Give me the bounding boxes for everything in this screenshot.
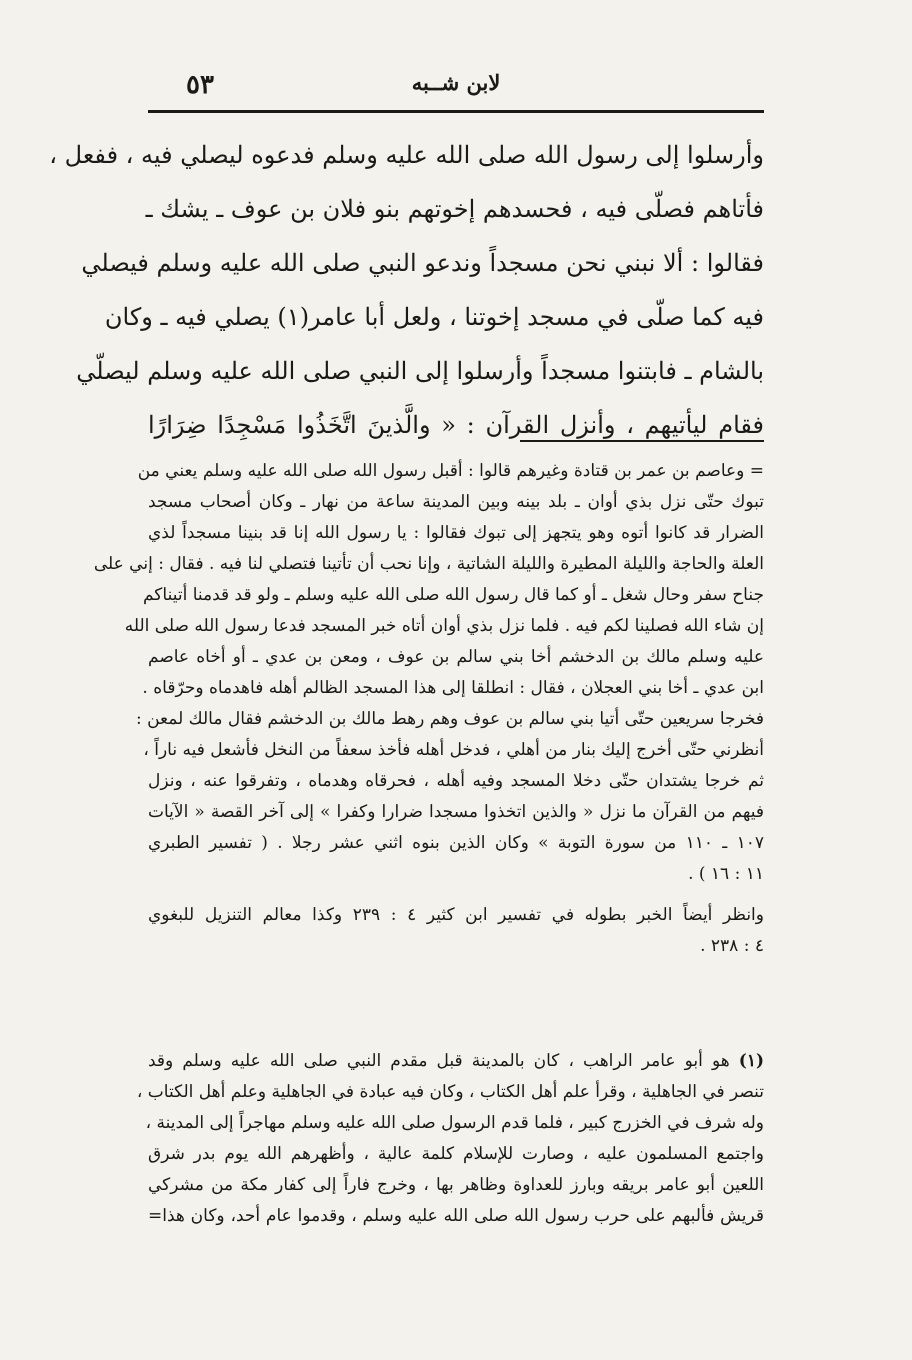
note-line: فخرجا سريعين حتّى أتيا بني سالم بن عوف وهم رهط مالك بن الدخشم فقال مالك لمعن : [135,709,764,729]
note-line: جناح سفر وحال شغل ـ أو كما قال رسول الله صلى الله عليه وسلم ـ ولو قد قدمنا أتيناكم [142,585,764,605]
footnote-line: اللعين أبو عامر بريقه وبارز للعداوة وظاهر بها ، وخرج فاراً إلى كفار مكة من مشركي [148,1175,764,1195]
footnote-text: هو أبو عامر الراهب ، كان بالمدينة قبل مقدم النبي صلى الله عليه وسلم وقد [148,1051,730,1071]
footnote-separator [520,440,764,442]
footnote-line: تنصر في الجاهلية ، وقرأ علم أهل الكتاب ، وكان فيه عبادة في الجاهلية وعلم أهل الكتاب ، [136,1082,764,1102]
main-text-line: فقام ليأتيهم ، وأنزل القرآن : « والَّذينَ اتَّخَذُوا مَسْجِدًا ضِرَارًا [148,411,764,439]
paragraph-gap [148,890,764,900]
footnotes [136,1046,764,1232]
header-title: لابن شــبه [411,70,501,95]
main-text-line: بالشام ـ فابتنوا مسجداً وأرسلوا إلى النبي صلى الله عليه وسلم ليصلّي [76,357,764,385]
note-line: تبوك حتّى نزل بذي أوان ـ بلد بينه وبين المدينة ساعة من نهار ـ وكان أصحاب مسجد [148,492,764,512]
note-line: ابن عدي ـ أخا بني العجلان ، فقال : انطلقا إلى هذا المسجد الظالم أهله فاهدماه وحرّقاه . [142,678,764,698]
note-line: إن شاء الله فصلينا لكم فيه . فلما نزل بذي أوان أتاه خبر المسجد فدعا رسول الله صلى الله [124,616,764,636]
main-text-line: فأتاهم فصلّى فيه ، فحسدهم إخوتهم بنو فلان بن عوف ـ يشك ـ [145,195,764,223]
note-line: ١٠٧ ـ ١١٠ من سورة التوبة » وكان الذين بنوه اثني عشر رجلا . ( تفسير الطبري [148,833,764,853]
footnote-line: واجتمع المسلمون عليه ، وصارت للإسلام كلمة عالية ، وأظهرهم الله يوم بدر شرق [148,1144,764,1164]
running-header [150,70,762,106]
main-text-line: وأرسلوا إلى رسول الله صلى الله عليه وسلم فدعوه ليصلي فيه ، ففعل ، [49,141,764,169]
note-line: = وعاصم بن عمر بن قتادة وغيرهم قالوا : أقبل رسول الله صلى الله عليه وسلم يعني من [137,461,764,481]
main-text-line: فيه كما صلّى في مسجد إخوتنا ، ولعل أبا عامر(١) يصلي فيه ـ وكان [104,303,764,331]
header-rule [148,110,764,113]
continued-notes [93,456,764,962]
note-line: أنظرني حتّى أخرج إليك بنار من أهلي ، فدخل أهله فأخذ سعفاً من النخل فأشعل فيه ناراً ، [143,740,764,760]
footnote-line: وله شرف في الخزرج كبير ، فلما قدم الرسول صلى الله عليه وسلم مهاجراً إلى المدينة ، [145,1113,764,1133]
footnote-line [148,1046,764,1077]
footnote-marker: (١) [738,1051,764,1071]
note-line: العلة والحاجة والليلة المطيرة والليلة الشاتية ، وإنا نحب أن تأتينا فتصلي لنا فيه . فقال : إني على [93,554,764,574]
main-text-line: فقالوا : ألا نبني نحن مسجداً وندعو النبي صلى الله عليه وسلم فيصلي [81,249,764,277]
note-line: ثم خرجا يشتدان حتّى دخلا المسجد وفيه أهله ، فحرقاه وهدماه ، وتفرقوا عنه ، ونزل [148,771,764,791]
note-line: الضرار قد كانوا أتوه وهو يتجهز إلى تبوك فقالوا : يا رسول الله إنا قد بنينا مسجداً لذي [148,523,764,543]
footnote-line: قريش فألبهم على حرب رسول الله صلى الله عليه وسلم ، وقدموا عام أحد، وكان هذا= [148,1206,764,1226]
note-line: ٤ : ٢٣٨ . [700,936,764,956]
note-line: ١١ : ١٦ ) . [688,864,764,884]
note-line: وانظر أيضاً الخبر بطوله في تفسير ابن كثير ٤ : ٢٣٩ وكذا معالم التنزيل للبغوي [148,905,764,925]
note-line: عليه وسلم مالك بن الدخشم أخا بني سالم بن عوف ، ومعن بن عدي ـ أو أخاه عاصم [148,647,764,667]
main-text [49,128,764,452]
page-number: ٥٣ [186,70,214,100]
note-line: فيهم من القرآن ما نزل « والذين اتخذوا مسجدا ضرارا وكفرا » إلى آخر القصة « الآيات [148,802,764,822]
